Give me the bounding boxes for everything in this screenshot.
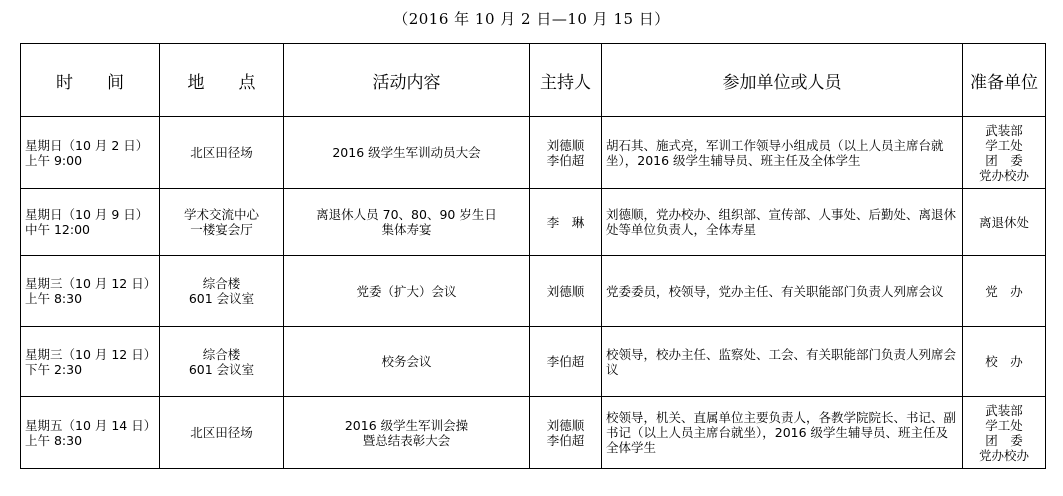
content-line: 校务会议 <box>381 354 432 369</box>
host-cell <box>530 256 602 327</box>
prep-unit-line: 学工处 <box>985 137 1023 153</box>
content-cell <box>284 397 530 469</box>
content-line: 集体寿宴 <box>381 222 432 237</box>
time-hour: 中午 12:00 <box>25 222 90 237</box>
host-cell <box>530 327 602 397</box>
header-participants: 参加单位或人员 <box>602 44 963 117</box>
date-range-subtitle: （2016 年 10 月 2 日—10 月 15 日） <box>393 10 670 28</box>
time-cell <box>21 117 160 189</box>
header-place: 地 点 <box>160 44 284 117</box>
participants-cell: 校领导，机关、直属单位主要负责人，各教学院院长、书记、副书记（以上人员主席台就坐），2016 级学生辅导员、班主任及全体学生 <box>602 397 963 469</box>
time-date: 星期日（10 月 9 日） <box>25 207 149 222</box>
place-line: 综合楼 <box>202 346 241 362</box>
host-name: 李伯超 <box>546 432 585 448</box>
participants-cell: 刘德顺，党办校办、组织部、宣传部、人事处、后勤处、离退休处等单位负责人，全体寿星 <box>602 189 963 256</box>
prep-unit-cell <box>963 117 1046 189</box>
content-cell <box>284 189 530 256</box>
prep-unit-cell <box>963 397 1046 469</box>
place-line: 北区田径场 <box>190 425 253 440</box>
place-line: 学术交流中心 <box>183 207 259 222</box>
place-line: 601 会议室 <box>188 291 255 306</box>
time-cell <box>21 256 160 327</box>
time-hour: 下午 2:30 <box>25 361 83 377</box>
prep-unit-line: 学工处 <box>985 417 1023 433</box>
prep-unit-line: 校 办 <box>985 354 1023 369</box>
time-hour: 上午 8:30 <box>25 432 83 448</box>
place-cell <box>160 256 284 327</box>
prep-unit-line: 党办校办 <box>978 167 1029 183</box>
content-cell <box>284 117 530 189</box>
prep-unit-line: 团 委 <box>985 432 1023 448</box>
table-row <box>21 256 1046 327</box>
host-name: 李伯超 <box>546 354 585 369</box>
content-line: 暨总结表彰大会 <box>362 432 451 448</box>
content-line: 党委（扩大）会议 <box>356 283 457 299</box>
time-date: 星期日（10 月 2 日） <box>25 137 149 153</box>
table-row <box>21 327 1046 397</box>
weekly-schedule-table <box>20 43 1046 469</box>
host-name: 刘德顺 <box>546 137 585 153</box>
place-line: 601 会议室 <box>188 361 255 377</box>
place-cell <box>160 189 284 256</box>
time-cell <box>21 189 160 256</box>
place-line: 北区田径场 <box>190 145 253 160</box>
time-cell <box>21 397 160 469</box>
place-cell <box>160 397 284 469</box>
prep-unit-cell <box>963 189 1046 256</box>
prep-unit-cell <box>963 256 1046 327</box>
time-date: 星期三（10 月 12 日） <box>25 346 157 362</box>
prep-unit-line: 武装部 <box>985 122 1023 138</box>
table-row <box>21 189 1046 256</box>
content-cell <box>284 256 530 327</box>
prep-unit-line: 离退休处 <box>978 214 1029 230</box>
time-date: 星期三（10 月 12 日） <box>25 276 157 291</box>
host-name: 李 琳 <box>546 214 585 230</box>
prep-unit-line: 团 委 <box>985 152 1023 168</box>
host-name: 刘德顺 <box>546 283 585 299</box>
header-prep-unit: 准备单位 <box>963 44 1046 117</box>
content-line: 2016 级学生军训会操 <box>344 417 469 433</box>
header-host: 主持人 <box>530 44 602 117</box>
table-row <box>21 117 1046 189</box>
host-name: 刘德顺 <box>546 417 585 433</box>
host-cell <box>530 117 602 189</box>
content-line: 2016 级学生军训动员大会 <box>332 145 481 160</box>
header-content: 活动内容 <box>284 44 530 117</box>
participants-cell: 校领导，校办主任、监察处、工会、有关职能部门负责人列席会议 <box>602 327 963 397</box>
header-row <box>21 44 1046 117</box>
host-cell <box>530 397 602 469</box>
host-name: 李伯超 <box>546 152 585 168</box>
place-line: 综合楼 <box>202 276 241 291</box>
time-cell <box>21 327 160 397</box>
participants-cell: 党委委员，校领导，党办主任、有关职能部门负责人列席会议 <box>602 256 963 327</box>
prep-unit-cell <box>963 327 1046 397</box>
time-date: 星期五（10 月 14 日） <box>25 417 157 433</box>
content-cell <box>284 327 530 397</box>
participants-cell: 胡石其、施式亮，军训工作领导小组成员（以上人员主席台就坐），2016 级学生辅导员、班主任及全体学生 <box>602 117 963 189</box>
header-time: 时 间 <box>21 44 160 117</box>
time-hour: 上午 9:00 <box>25 152 83 168</box>
content-line: 离退休人员 70、80、90 岁生日 <box>316 207 497 222</box>
place-cell <box>160 117 284 189</box>
prep-unit-line: 武装部 <box>985 402 1023 418</box>
prep-unit-line: 党 办 <box>985 283 1023 299</box>
host-cell <box>530 189 602 256</box>
place-line: 一楼宴会厅 <box>190 222 253 237</box>
prep-unit-line: 党办校办 <box>978 447 1029 463</box>
place-cell <box>160 327 284 397</box>
time-hour: 上午 8:30 <box>25 291 83 306</box>
table-row <box>21 397 1046 469</box>
